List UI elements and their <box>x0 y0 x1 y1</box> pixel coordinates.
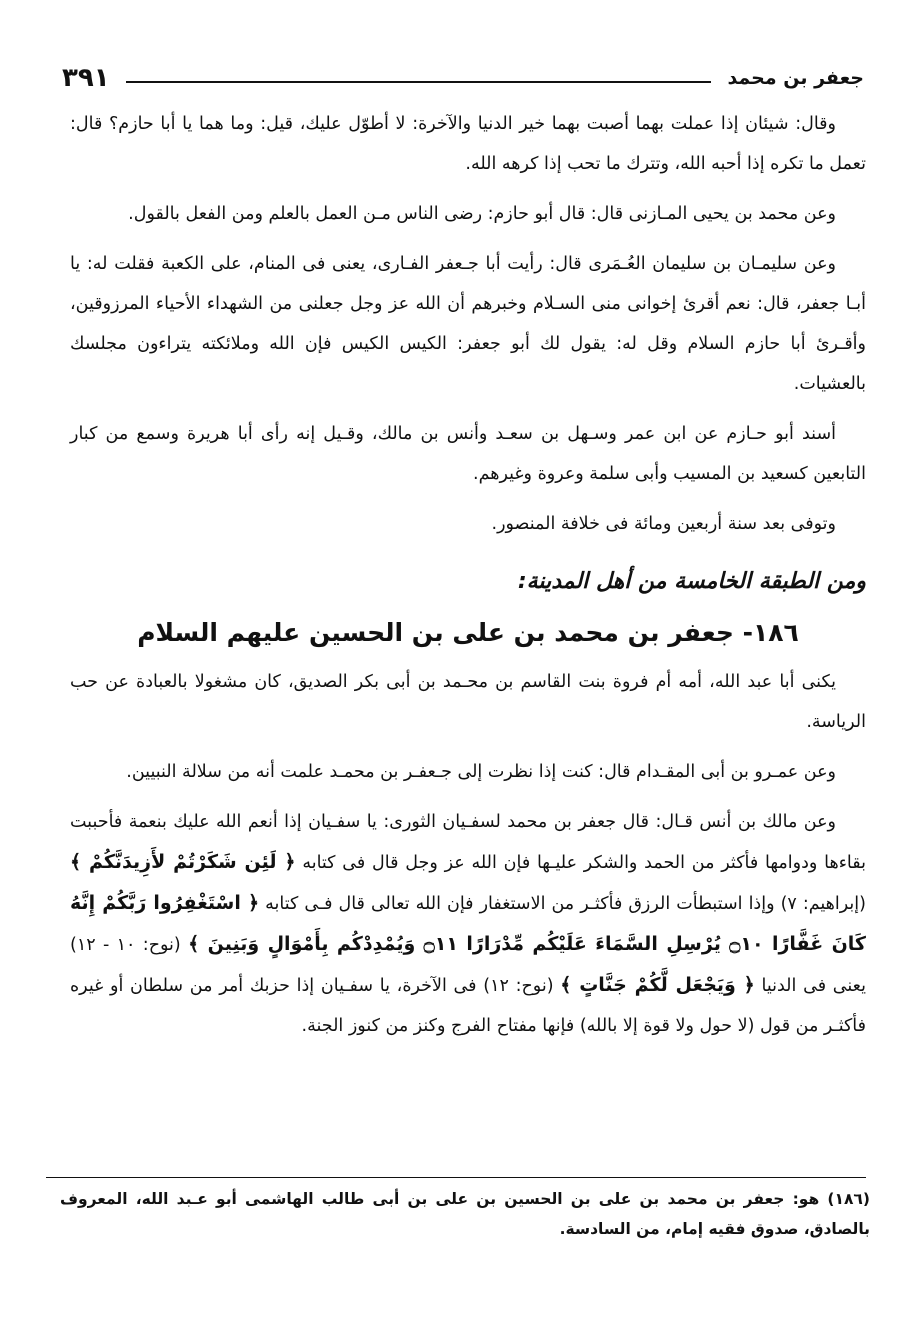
text-segment: (إبراهيم: ٧) وإذا استبطأت الرزق فأكثـر من الاستغفار فإن الله تعالى قال فـى كتابه <box>265 894 866 914</box>
quran-verse: ﴿ لَئِن شَكَرْتُمْ لأَزِيدَنَّكُمْ ﴾ <box>70 851 296 873</box>
entry-title: ١٨٦- جعفر بن محمد بن على بن الحسين عليهم السلام <box>137 618 799 647</box>
footnote: (١٨٦) هو: جعفر بن محمد بن على بن الحسين بن على بن أبى طالب الهاشمى أبو عـبد الله، المعروف بالصادق، صدوق فقيه إمام، من السادسة. <box>60 1190 870 1238</box>
page-body <box>70 104 866 1056</box>
quran-verse: ﴿ اسْتَغْفِرُوا رَبَّكُمْ إِنَّهُ كَانَ غَفَّارًا ۝١٠ يُرْسِلِ السَّمَاءَ عَلَيْكُم مِّدْرَارًا ۝١١ وَيُمْدِدْكُم بِأَمْوَالٍ وَبَنِينَ ﴾ <box>70 892 866 955</box>
text-segment: وعن مالك بن أنس قـال: قال جعفر بن محمد لسفـيان الثورى: يا سفـيان إذا أنعم الله عليك بنعمة فأحببت بقاءها ودوامها فأكثر من الحمد والشكر عليـها فإن الله عز وجل قال فى كتابه <box>70 812 866 873</box>
quran-verse: ﴿ وَيَجْعَل لَّكُمْ جَنَّاتٍ ﴾ <box>560 974 755 996</box>
paragraph-with-quran <box>70 802 866 1046</box>
text-segment: (نوح: ١٢) فى الآخرة، يا سفـيان إذا حزبك أمر من سلطان أو غيره فأكثـر من قول (لا حول ولا قوة إلا بالله) فإنها مفتاح الفرج وكنز من كنوز الجنة. <box>70 976 866 1036</box>
paragraph: وعن سليمـان بن سليمان العُـمَرى قال: رأيت أبا جـعفر الفـارى، يعنى فى المنام، على الكعبة فقلت له: يا أبـا جعفر، قال: نعم أقرئ إخوانى منى السـلام وخبرهم أن الله عز وجل جعلنى من الشهداء الأحياء المرزوقين، وأقـرئ أبا حازم السلام وقل له: يقول لك أبو جعفر: الكيس الكيس فإن الله وملائكته يتراءون مجلسك بالعشيات. <box>70 254 866 394</box>
paragraph: أسند أبو حـازم عن ابن عمر وسـهل بن سعـد وأنس بن مالك، وقـيل إنه رأى أبا هريرة وسمع من كبار التابعين كسعيد بن المسيب وأبى سلمة وعروة وغيرهم. <box>70 424 866 484</box>
footnote-rule <box>46 1177 866 1178</box>
header-rule <box>126 81 712 83</box>
paragraph: وعن محمد بن يحيى المـازنى قال: قال أبو حازم: رضى الناس مـن العمل بالعلم ومن الفعل بالقول. <box>128 204 836 224</box>
paragraph: وتوفى بعد سنة أربعين ومائة فى خلافة المنصور. <box>491 514 836 534</box>
paragraph: يكنى أبا عبد الله، أمه أم فروة بنت القاسم بن محـمد بن أبى بكر الصديق، كان مشغولا بالعبادة عن حب الرياسة. <box>70 672 866 732</box>
running-head: جعفر بن محمد <box>727 67 864 89</box>
section-heading: ومن الطبقة الخامسة من أهل المدينة: <box>517 569 866 594</box>
text-segment: (نوح: ١٠ - ١٢) يعنى فى الدنيا <box>70 935 866 996</box>
paragraph: وعن عمـرو بن أبى المقـدام قال: كنت إذا نظرت إلى جـعفـر بن محمـد علمت أنه من سلالة النبيين. <box>126 762 836 782</box>
page-number: ٣٩١ <box>62 63 110 93</box>
paragraph: وقال: شيئان إذا عملت بهما أصبت بهما خير الدنيا والآخرة: لا أطوّل عليك، قيل: وما هما يا أبا حازم؟ قال: تعمل ما تكره إذا أحبه الله، وتترك ما تحب إذا كرهه الله. <box>70 114 866 174</box>
page-header <box>62 58 864 98</box>
